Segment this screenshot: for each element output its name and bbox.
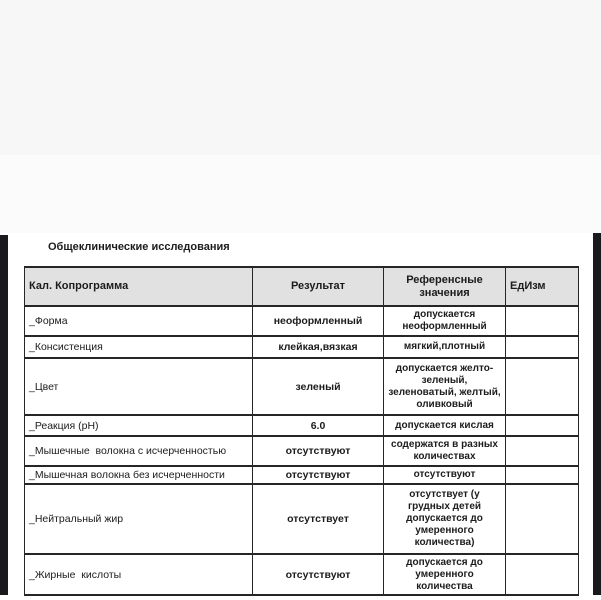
table-row [25,554,579,595]
table-header-row [25,267,579,306]
reference-values-cell: допускается до умеренного количества [384,554,506,595]
units-cell [506,466,579,484]
test-name-cell: _Форма [25,306,253,336]
reference-values-cell: допускается кислая [384,415,506,436]
test-name-cell: _Мышечные волокна с исчерченностью [25,436,253,466]
table-row [25,415,579,436]
result-cell: отсутствует [253,484,384,554]
test-name-cell: _Реакция (pH) [25,415,253,436]
column-header-units: ЕдИзм [506,267,579,306]
column-header-reference-values: Референсные значения [384,267,506,306]
coprogram-table [24,266,579,596]
reference-values-cell: допускается желто-зеленый, зеленоватый, желтый, оливковый [384,358,506,415]
table-row [25,336,579,358]
result-cell: клейкая,вязкая [253,336,384,358]
table-row [25,306,579,336]
reference-values-cell: отсутствуют [384,466,506,484]
reference-values-cell: мягкий,плотный [384,336,506,358]
result-cell: зеленый [253,358,384,415]
units-cell [506,436,579,466]
table-row [25,358,579,415]
result-cell: отсутствуют [253,436,384,466]
units-cell [506,358,579,415]
reference-values-cell: отсутствует (у грудных детей допускается до умеренного количества) [384,484,506,554]
result-cell: отсутствуют [253,554,384,595]
test-name-cell: _Мышечная волокна без исчерченности [25,466,253,484]
test-name-cell: _Консистенция [25,336,253,358]
table-row [25,466,579,484]
test-name-cell: _Цвет [25,358,253,415]
table-row [25,436,579,466]
section-title: Общеклинические исследования [48,241,230,253]
units-cell [506,484,579,554]
units-cell [506,554,579,595]
table-row [25,484,579,554]
test-name-cell: _Жирные кислоты [25,554,253,595]
reference-values-cell: допускается неоформленный [384,306,506,336]
units-cell [506,306,579,336]
units-cell [506,415,579,436]
result-cell: отсутствуют [253,466,384,484]
test-name-cell: _Нейтральный жир [25,484,253,554]
app-background-lower [0,155,601,233]
viewer-edge-right [593,233,601,595]
reference-values-cell: содержатся в разных количествах [384,436,506,466]
app-background-upper [0,0,601,155]
viewer-edge-left [0,235,8,595]
document-page [8,233,593,600]
result-cell: 6.0 [253,415,384,436]
column-header-result: Результат [253,267,384,306]
column-header-test-name: Кал. Копрограмма [25,267,253,306]
units-cell [506,336,579,358]
result-cell: неоформленный [253,306,384,336]
